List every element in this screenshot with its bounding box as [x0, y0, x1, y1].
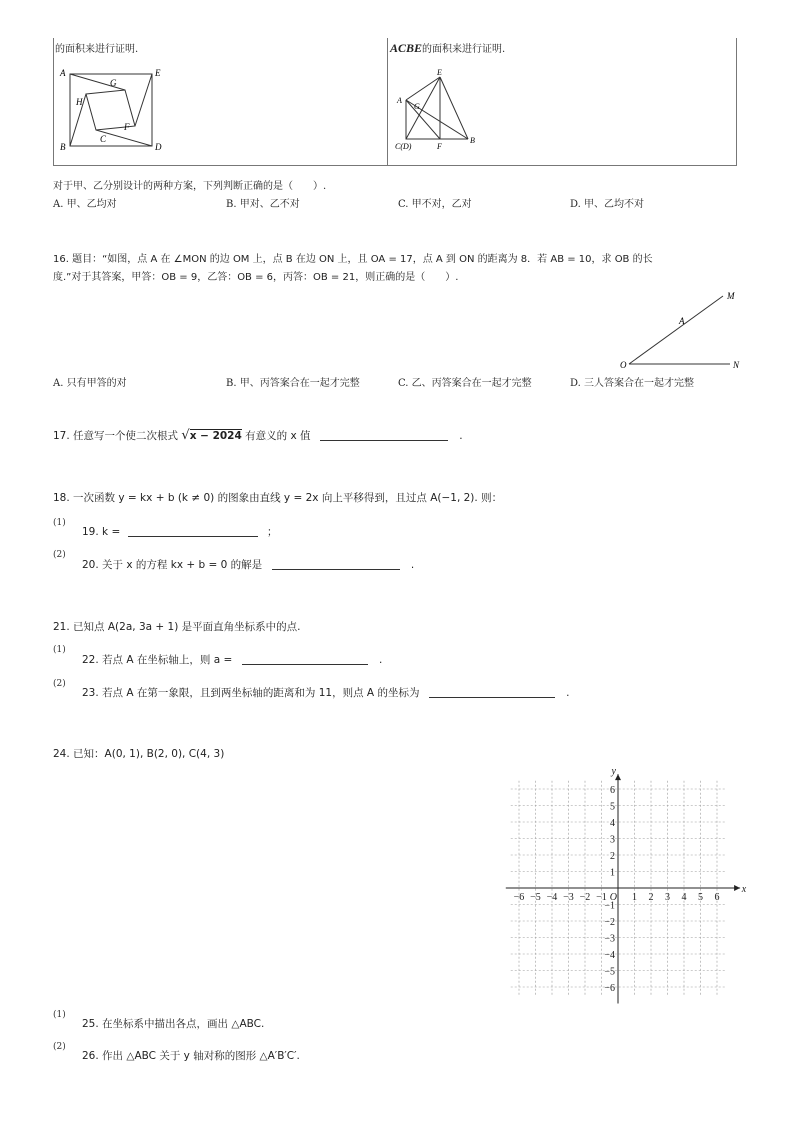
right-proof-math: ACBE	[390, 41, 423, 55]
fig1-label-H: H	[76, 97, 83, 107]
prev-option-d[interactable]: D. 甲、乙均不对	[570, 199, 645, 210]
x-tick-label: 6	[714, 892, 720, 903]
y-tick-label: −3	[604, 933, 615, 945]
q18-sub2-end: .	[410, 559, 415, 571]
q24-sub1: 25. 在坐标系中描出各点，画出 △ABC.	[82, 1018, 265, 1030]
figure-yi	[394, 65, 484, 155]
q18-sub1-number: (1)	[53, 518, 66, 528]
q18-stem: 18. 一次函数 y = kx + b (k ≠ 0) 的图象由直线 y = 2x 向上平移得到，且过点 A(−1, 2). 则：	[53, 492, 503, 504]
q21-sub1-line	[82, 652, 382, 667]
x-tick-label: 1	[632, 892, 637, 903]
x-tick-label: −1	[596, 892, 607, 903]
q17-line	[53, 428, 463, 443]
y-tick-label: −5	[604, 966, 615, 978]
x-tick-label: 2	[648, 892, 654, 903]
q18-sub2-blank[interactable]	[272, 559, 400, 570]
q24-sub1-number: (1)	[53, 1010, 66, 1020]
q21-sub2-text: 23. 若点 A 在第一象限，且到两坐标轴的距离和为 11，则点 A 的坐标为	[82, 687, 420, 699]
q16-label-N: N	[733, 360, 740, 370]
q16-option-a[interactable]: A. 只有甲答的对	[53, 378, 127, 389]
q16-line1: 16. 题目：“如图，点 A 在 ∠MON 的边 OM 上，点 B 在边 ON 上，且 OA = 17，点 A 到 ON 的距离为 8．若 AB = 10，求 OB 的长	[53, 254, 653, 265]
q21-sub1-text: 22. 若点 A 在坐标轴上，则 a =	[82, 654, 233, 666]
x-tick-label: −2	[579, 892, 591, 903]
y-axis-label: y	[611, 768, 616, 778]
q16-line2: 度.”对于其答案，甲答：OB = 9，乙答：OB = 6，丙答：OB = 21，则正确的是（ ）.	[53, 272, 459, 283]
q17-answer-blank[interactable]	[320, 430, 448, 441]
y-tick-label: 4	[610, 818, 615, 829]
y-tick-label: −4	[604, 950, 615, 961]
y-tick-label: −2	[604, 917, 615, 928]
q18-sub1-end: ；	[266, 526, 278, 538]
q18-sub1-text: 19. k =	[82, 526, 121, 538]
figure-jia	[58, 62, 168, 156]
x-axis-label: x	[741, 884, 747, 895]
q18-sub2-line	[82, 557, 414, 572]
prev-option-b[interactable]: B. 甲对、乙不对	[226, 199, 300, 210]
x-tick-label: 4	[681, 892, 687, 903]
left-proof-text: 的面积来进行证明.	[55, 44, 139, 55]
q21-stem: 21. 已知点 A(2a, 3a + 1) 是平面直角坐标系中的点.	[53, 621, 301, 633]
right-proof-text	[390, 40, 505, 56]
q18-sub1-line	[82, 524, 277, 539]
x-tick-label: −5	[530, 892, 541, 903]
q16-option-d[interactable]: D. 三人答案合在一起才完整	[570, 378, 695, 389]
fig1-label-B: B	[60, 142, 66, 152]
q16-option-b[interactable]: B. 甲、丙答案合在一起才完整	[226, 378, 360, 389]
prev-option-a[interactable]: A. 甲、乙均对	[53, 199, 117, 210]
fig1-label-F: F	[124, 122, 130, 132]
fig2-label-A: A	[397, 96, 402, 105]
q24-sub2-number: (2)	[53, 1042, 66, 1052]
radical-sign: √	[181, 428, 190, 443]
fig1-label-D: D	[155, 142, 162, 152]
coordinate-grid[interactable]	[505, 768, 750, 1008]
prev-question-stem: 对于甲、乙分别设计的两种方案，下列判断正确的是（ ）.	[53, 181, 327, 192]
fig1-label-E: E	[155, 68, 161, 78]
x-tick-label: 5	[698, 892, 703, 903]
q16-label-M: M	[727, 291, 735, 301]
fig1-label-G: G	[110, 78, 117, 88]
q21-sub2-end: .	[566, 687, 570, 699]
y-tick-label: 6	[610, 785, 615, 796]
q17-end: .	[459, 430, 463, 442]
segment-AF-diag	[406, 100, 440, 139]
y-tick-label: 1	[610, 867, 615, 879]
q21-sub1-number: (1)	[53, 645, 66, 655]
q16-angle-figure	[615, 288, 750, 374]
prev-option-c[interactable]: C. 甲不对，乙对	[398, 199, 472, 210]
y-tick-label: −1	[604, 900, 615, 912]
q18-sub2-text: 20. 关于 x 的方程 kx + b = 0 的解是	[82, 559, 263, 571]
q17-radicand: x − 2024	[189, 430, 242, 442]
fig2-label-G: G	[414, 102, 420, 111]
y-tick-label: −6	[604, 983, 615, 994]
x-tick-label: 3	[665, 892, 670, 903]
x-tick-label: −4	[546, 892, 558, 903]
y-tick-label: 3	[610, 834, 615, 846]
q21-sub2-blank[interactable]	[429, 687, 555, 698]
x-tick-label: −6	[513, 892, 525, 903]
fig2-label-F: F	[437, 142, 442, 151]
fig1-label-C: C	[100, 134, 107, 144]
q16-label-A: A	[679, 316, 685, 326]
y-tick-label: 5	[610, 801, 615, 813]
q24-stem: 24. 已知：A(0, 1), B(2, 0), C(4, 3)	[53, 748, 225, 760]
segment-EF	[135, 74, 152, 126]
q16-option-c[interactable]: C. 乙、丙答案合在一起才完整	[398, 378, 532, 389]
q21-sub1-blank[interactable]	[242, 654, 368, 665]
fig2-label-E: E	[437, 68, 442, 77]
fig2-label-CD: C(D)	[395, 142, 412, 151]
q17-text-after: 有意义的 x 值	[245, 430, 311, 442]
q17-text-before: 17. 任意写一个使二次根式	[53, 430, 179, 442]
origin-label: O	[609, 892, 617, 903]
x-tick-label: −3	[563, 892, 574, 903]
q21-sub2-line	[82, 685, 569, 700]
q18-sub2-number: (2)	[53, 550, 66, 560]
q18-sub1-blank[interactable]	[128, 526, 258, 537]
segment-EC	[406, 77, 440, 139]
q21-sub1-end: .	[379, 654, 383, 666]
x-axis-arrow-icon	[734, 885, 740, 891]
box-divider	[387, 38, 388, 165]
fig1-label-A: A	[60, 68, 66, 78]
q21-sub2-number: (2)	[53, 679, 66, 689]
q24-sub2: 26. 作出 △ABC 关于 y 轴对称的图形 △A′B′C′.	[82, 1050, 300, 1062]
ray-OM	[629, 296, 723, 364]
segment-AE	[406, 77, 440, 100]
q16-label-O: O	[620, 360, 627, 370]
segment-AG	[70, 74, 125, 90]
fig2-label-B: B	[470, 136, 475, 145]
right-proof-suffix: 的面积来进行证明.	[422, 44, 506, 55]
y-tick-label: 2	[610, 851, 615, 862]
